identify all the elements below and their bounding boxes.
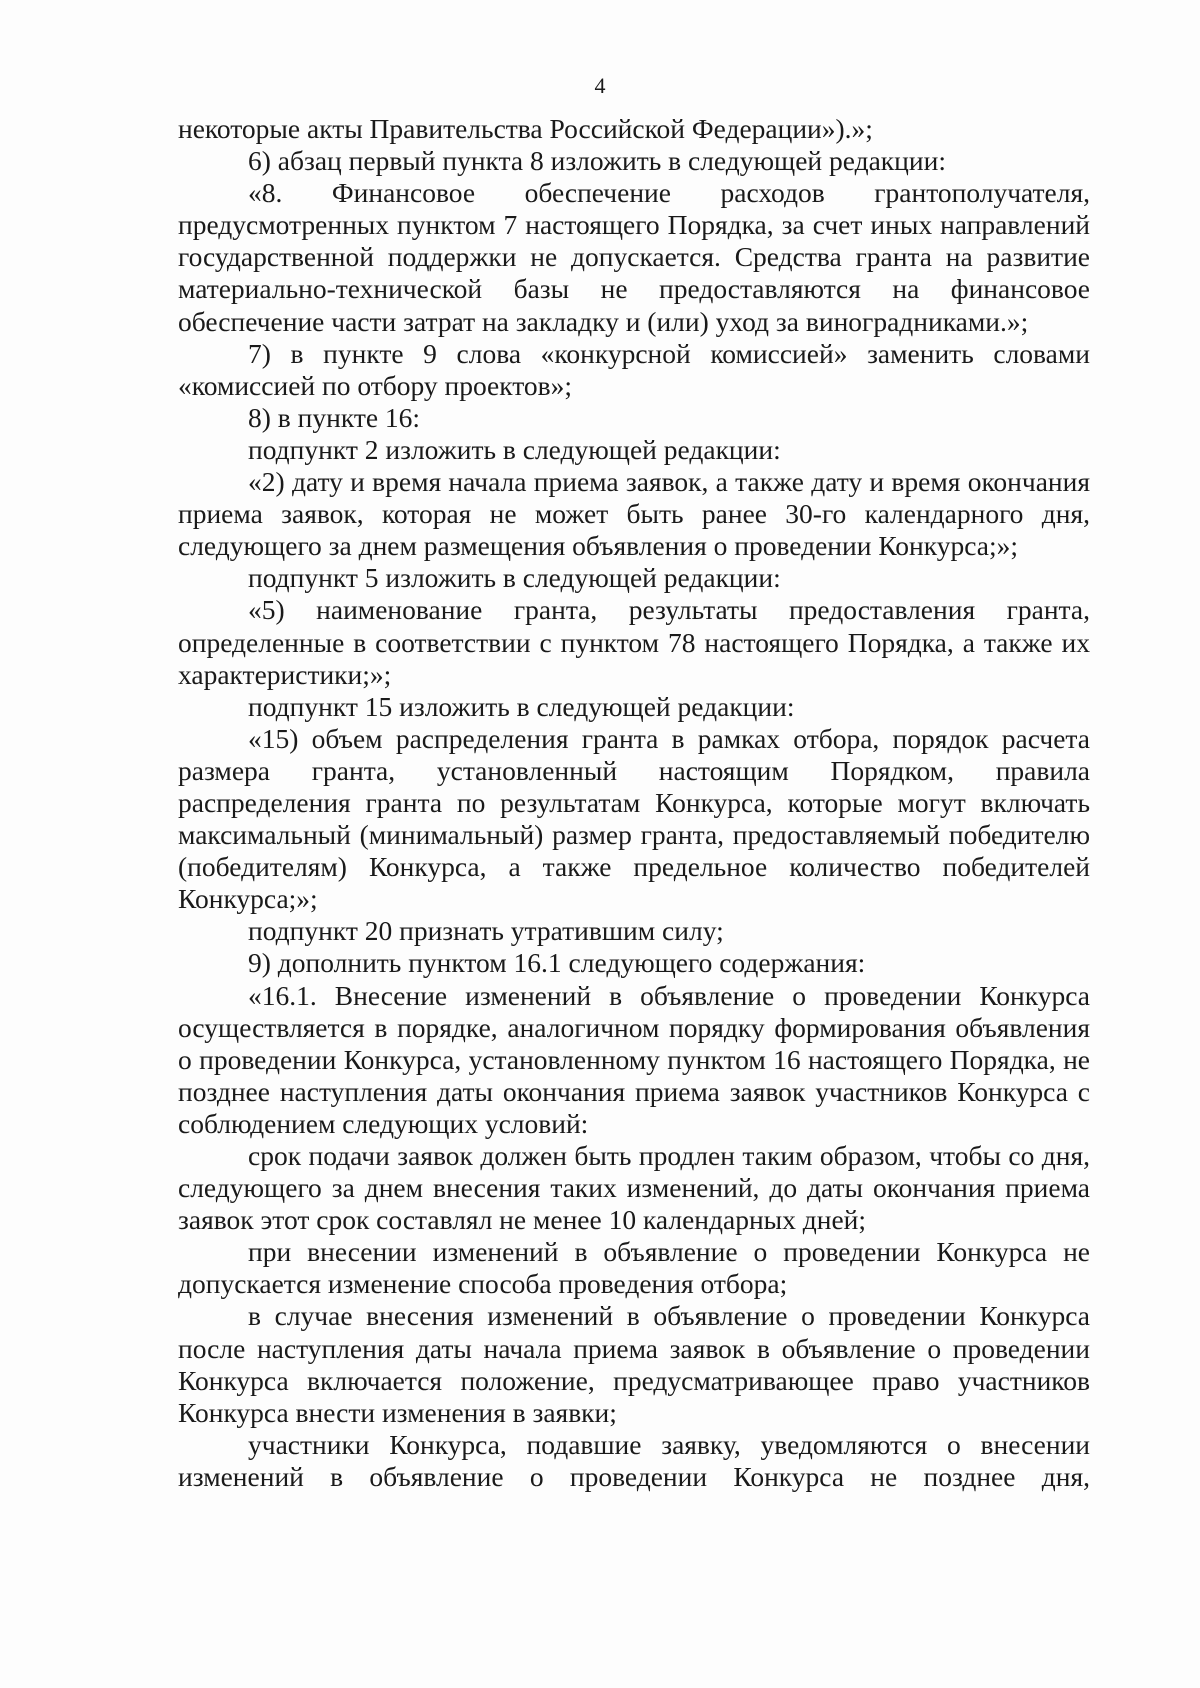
paragraph: 8) в пункте 16: (248, 401, 421, 433)
paragraph: подпункт 15 изложить в следующей редакции: (248, 690, 795, 722)
paragraph: подпункт 20 признать утратившим силу; (248, 915, 724, 947)
paragraph: в случае внесения изменений в объявление о проведении Конкурса после наступления даты начала приема заявок в объявление о проведении Конкурса включается положение, предусматривающее право участников Конкурса внести изменения в заявки; (178, 1300, 1090, 1428)
paragraph: «2) дату и время начала приема заявок, а также дату и время окончания приема заявок, которая не может быть ранее 30-го календарного дня, следующего за днем размещения объявления о проведении Конкурса;»; (178, 466, 1090, 562)
paragraph: некоторые акты Правительства Российской Федерации»).»; (178, 113, 873, 144)
page-number: 4 (594, 73, 606, 98)
paragraph: 7) в пункте 9 слова «конкурсной комиссией» заменить словами «комиссией по отбору проектов»; (178, 337, 1090, 401)
paragraph: «8. Финансовое обеспечение расходов грантополучателя, предусмотренных пунктом 7 настоящего Порядка, за счет иных направлений государственной поддержки не допускается. Средства гранта на развитие материально-технической базы не предоставляются на финансовое обеспечение части затрат на закладку и (или) уход за виноградниками.»; (178, 177, 1090, 337)
paragraph: участники Конкурса, подавшие заявку, уведомляются о внесении изменений в объявление о проведении Конкурса не позднее дня, (178, 1428, 1090, 1492)
paragraph: «15) объем распределения гранта в рамках отбора, порядок расчета размера гранта, установленный настоящим Порядком, правила распределения гранта по результатам Конкурса, которые могут включать максимальный (минимальный) размер гранта, предоставляемый победителю (победителям) Конкурса, а также предельное количество победителей Конкурса;»; (178, 722, 1090, 915)
paragraph: 6) абзац первый пункта 8 изложить в следующей редакции: (248, 145, 946, 177)
paragraph: подпункт 5 изложить в следующей редакции: (248, 562, 781, 594)
paragraph: 9) дополнить пунктом 16.1 следующего содержания: (248, 947, 866, 979)
paragraph: при внесении изменений в объявление о проведении Конкурса не допускается изменение способа проведения отбора; (178, 1236, 1090, 1300)
paragraph: подпункт 2 изложить в следующей редакции: (248, 433, 781, 465)
document-body (178, 113, 1090, 1493)
paragraph: «16.1. Внесение изменений в объявление о проведении Конкурса осуществляется в порядке, аналогичном порядку формирования объявления о проведении Конкурса, установленному пунктом 16 настоящего Порядка, не позднее наступления даты окончания приема заявок участников Конкурса с соблюдением следующих условий: (178, 979, 1090, 1139)
paragraph: «5) наименование гранта, результаты предоставления гранта, определенные в соответствии с пунктом 78 настоящего Порядка, а также их характеристики;»; (178, 594, 1090, 690)
paragraph: срок подачи заявок должен быть продлен таким образом, чтобы со дня, следующего за днем внесения таких изменений, до даты окончания приема заявок этот срок составлял не менее 10 календарных дней; (178, 1140, 1090, 1236)
